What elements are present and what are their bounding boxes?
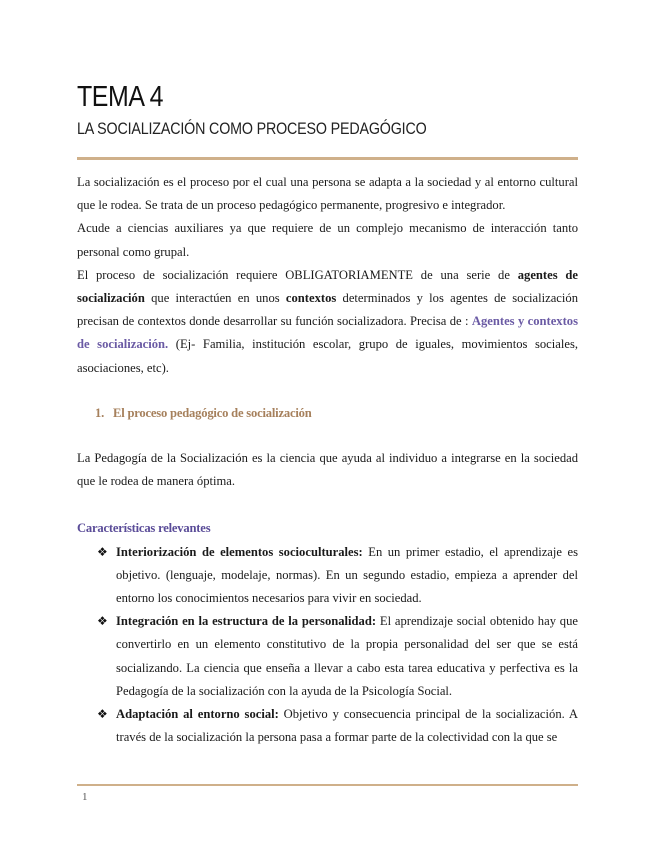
page-title: TEMA 4 — [77, 81, 164, 113]
list-item-text: En un primer estadio, el aprendizaje es objetivo. (lenguaje, modelaje, normas). En un segundo estadio, empieza a aprender del entorno los conocimientos necesarios para vivir en sociedad. — [116, 544, 578, 606]
diamond-bullet-icon: ❖ — [97, 614, 108, 629]
list-item — [77, 541, 578, 611]
intro-p3-contextos: contextos — [285, 291, 337, 306]
page-number: 1 — [82, 791, 88, 803]
section-1-heading — [77, 402, 578, 425]
intro-p3-accent: Agentes y contextos de socialización. — [77, 314, 578, 352]
intro-paragraph-1: La socialización es el proceso por el cual una persona se adapta a la sociedad y al entorno cultural que le rodea. Se trata de un proceso pedagógico permanente, progresivo e integrador. — [77, 175, 578, 213]
intro-p3-text-a: El proceso de socialización requiere OBLIGATORIAMENTE de una serie de — [77, 267, 518, 282]
document-body — [77, 171, 578, 749]
page-subtitle: LA SOCIALIZACIÓN COMO PROCESO PEDAGÓGICO — [77, 119, 427, 138]
section-1-title: El proceso pedagógico de socialización — [113, 405, 312, 420]
intro-p3-text-g: (Ej- Familia, institución escolar, grupo de iguales, movimientos sociales, asociaciones, etc). — [77, 337, 578, 375]
intro-paragraph-2: Acude a ciencias auxiliares ya que requiere de un complejo mecanismo de interacción tanto personal como grupal. — [77, 221, 578, 259]
diamond-bullet-icon: ❖ — [97, 707, 108, 722]
list-item-text: El aprendizaje social obtenido hay que convertirlo en un elemento constitutivo de la propia personalidad del ser que se está socializando. La ciencia que enseña a llevar a cabo esta tarea educativa y perfectiva es la Pedagogía de la socialización con la ayuda de la Psicología Social. — [116, 614, 578, 698]
characteristics-list — [77, 541, 578, 750]
list-item-term: Adaptación al entorno social: — [116, 707, 279, 722]
intro-p3-agentes: agentes de socialización — [77, 267, 578, 306]
list-item — [77, 610, 578, 703]
header-divider — [77, 157, 578, 160]
diamond-bullet-icon: ❖ — [97, 544, 108, 559]
section-1-paragraph: La Pedagogía de la Socialización es la ciencia que ayuda al individuo a integrarse en la sociedad que le rodea de manera óptima. — [77, 451, 578, 489]
intro-p3-text-e: determinados y los agentes de socialización precisan de contextos donde desarrollar su función socializadora. Precisa de : — [77, 291, 578, 329]
section-1-number: 1. — [95, 405, 105, 420]
list-item-term: Integración en la estructura de la personalidad: — [116, 614, 377, 629]
intro-p3-text-c: que interactúen en unos — [144, 291, 286, 306]
footer-divider — [77, 784, 578, 786]
list-item-term: Interiorización de elementos socioculturales: — [116, 544, 363, 559]
list-item — [77, 703, 578, 749]
characteristics-heading: Características relevantes — [77, 521, 211, 536]
intro-paragraph-3 — [77, 264, 578, 380]
list-item-text: Objetivo y consecuencia principal de la socialización. A través de la socialización la persona pasa a formar parte de la colectividad con la que se — [116, 707, 578, 745]
